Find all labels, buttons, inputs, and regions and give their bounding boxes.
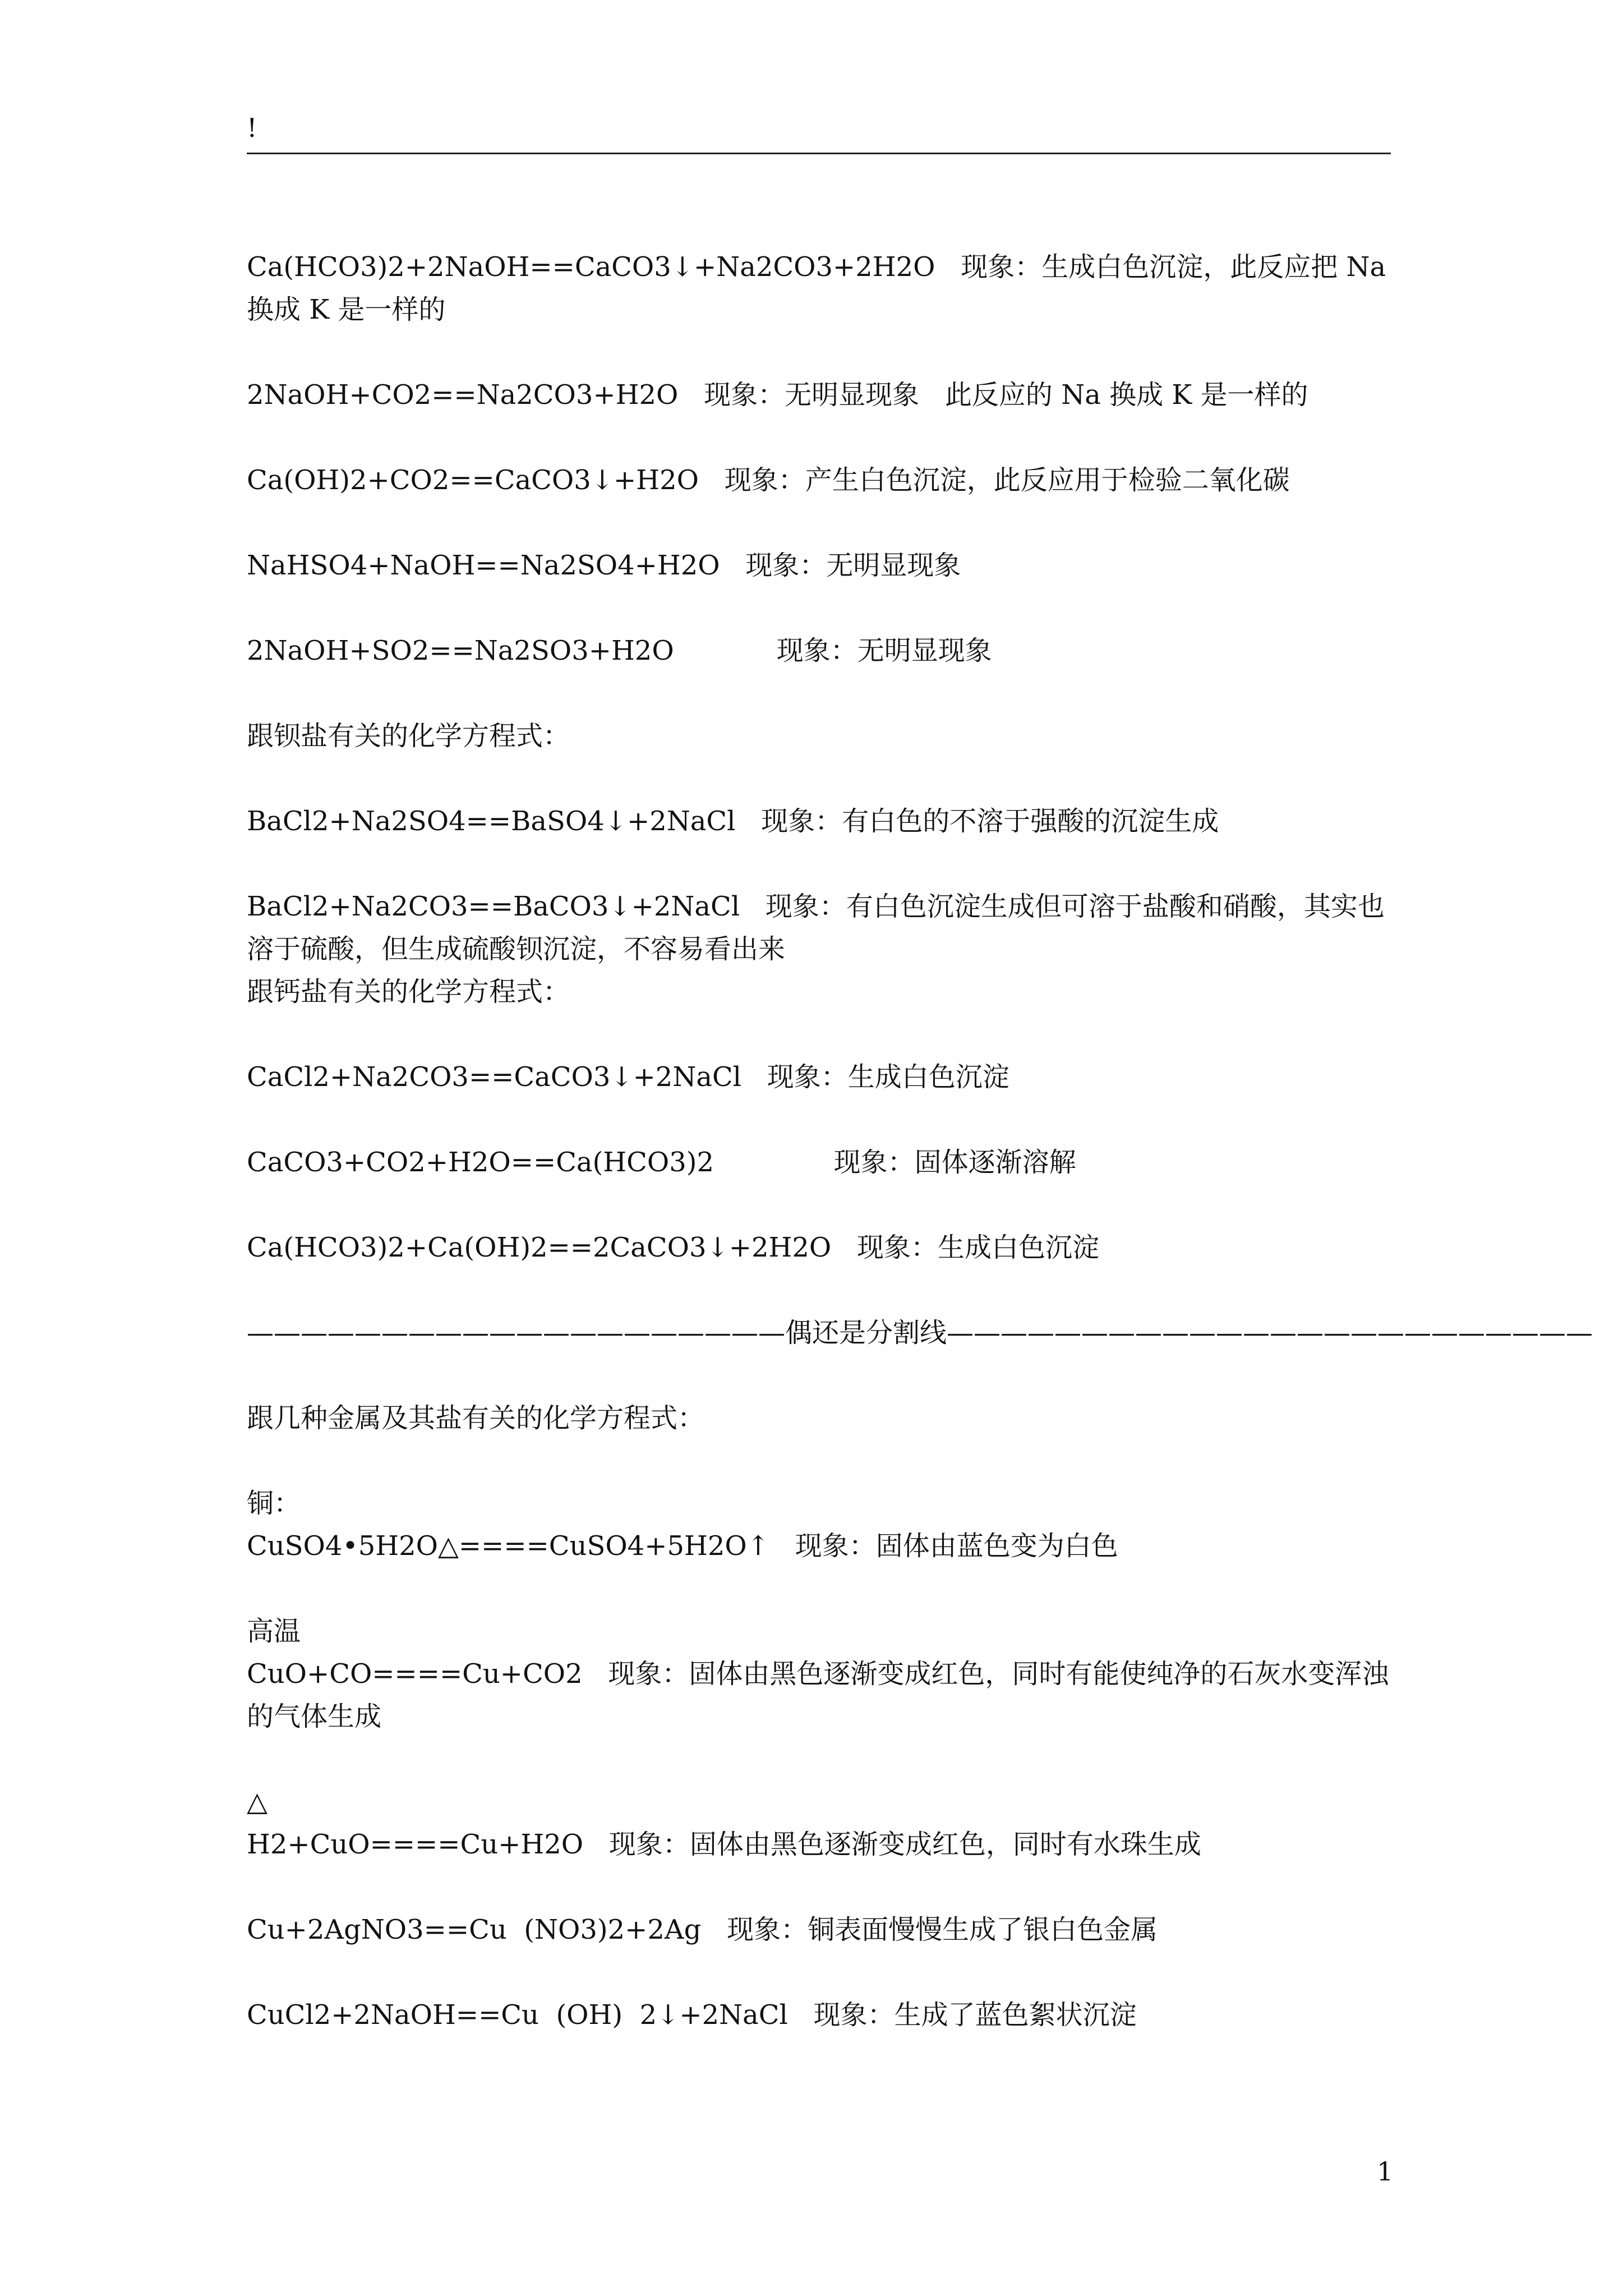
equation-ca-hco3-ca-oh: Ca(HCO3)2+Ca(OH)2==2CaCO3↓+2H2O 现象：生成白色沉淀 xyxy=(247,1232,1100,1263)
equation-cucl2-naoh: CuCl2+2NaOH==Cu (OH) 2↓+2NaCl 现象：生成了蓝色絮状沉淀 xyxy=(247,1999,1137,2031)
equation-cuso4-hydrate: CuSO4•5H2O△====CuSO4+5H2O↑ 现象：固体由蓝色变为白色 xyxy=(247,1530,1118,1562)
equation-cu-agno3: Cu+2AgNO3==Cu (NO3)2+2Ag 现象：铜表面慢慢生成了银白色金属 xyxy=(247,1914,1158,1945)
equation-nahso4-naoh: NaHSO4+NaOH==Na2SO4+H2O 现象：无明显现象 xyxy=(247,550,961,581)
equation-cacl2-na2co3: CaCl2+Na2CO3==CaCO3↓+2NaCl 现象：生成白色沉淀 xyxy=(247,1061,1009,1093)
condition-high-temperature: 高温 xyxy=(247,1616,301,1647)
equation-naoh-co2: 2NaOH+CO2==Na2CO3+H2O 现象：无明显现象 此反应的 Na 换成 K 是一样的 xyxy=(247,379,1308,411)
document-body xyxy=(247,246,1593,2036)
section-metals-heading: 跟几种金属及其盐有关的化学方程式： xyxy=(247,1402,705,1434)
condition-heat-symbol: △ xyxy=(247,1786,268,1818)
equation-bacl2-na2so4: BaCl2+Na2SO4==BaSO4↓+2NaCl 现象：有白色的不溶于强酸的沉淀生成 xyxy=(247,806,1219,837)
section-calcium-heading: 跟钙盐有关的化学方程式： xyxy=(247,976,570,1007)
header-mark: ! xyxy=(247,113,257,143)
section-divider: ————————————————————偶还是分割线———————————————————————— xyxy=(247,1317,1593,1349)
equation-caoh-co2: Ca(OH)2+CO2==CaCO3↓+H2O 现象：产生白色沉淀，此反应用于检验二氧化碳 xyxy=(247,464,1290,496)
header-rule xyxy=(247,153,1391,154)
subheading-copper: 铜： xyxy=(247,1488,301,1519)
equation-cuo-co: CuO+CO====Cu+CO2 现象：固体由黑色逐渐变成红色，同时有能使纯净的石灰水变浑浊的气体生成 xyxy=(247,1658,1389,1732)
equation-ca-hco3-naoh: Ca(HCO3)2+2NaOH==CaCO3↓+Na2CO3+2H2O 现象：生成白色沉淀，此反应把 Na 换成 K 是一样的 xyxy=(247,251,1395,325)
section-barium-heading: 跟钡盐有关的化学方程式： xyxy=(247,720,570,752)
page-number: 1 xyxy=(1377,2156,1394,2187)
equation-bacl2-na2co3: BaCl2+Na2CO3==BaCO3↓+2NaCl 现象：有白色沉淀生成但可溶于盐酸和硝酸，其实也溶于硫酸，但生成硫酸钡沉淀，不容易看出来 xyxy=(247,891,1385,965)
equation-caco3-co2-h2o: CaCO3+CO2+H2O==Ca(HCO3)2 现象：固体逐渐溶解 xyxy=(247,1147,1076,1178)
equation-naoh-so2: 2NaOH+SO2==Na2SO3+H2O 现象：无明显现象 xyxy=(247,635,992,666)
equation-h2-cuo: H2+CuO====Cu+H2O 现象：固体由黑色逐渐变成红色，同时有水珠生成 xyxy=(247,1829,1201,1860)
